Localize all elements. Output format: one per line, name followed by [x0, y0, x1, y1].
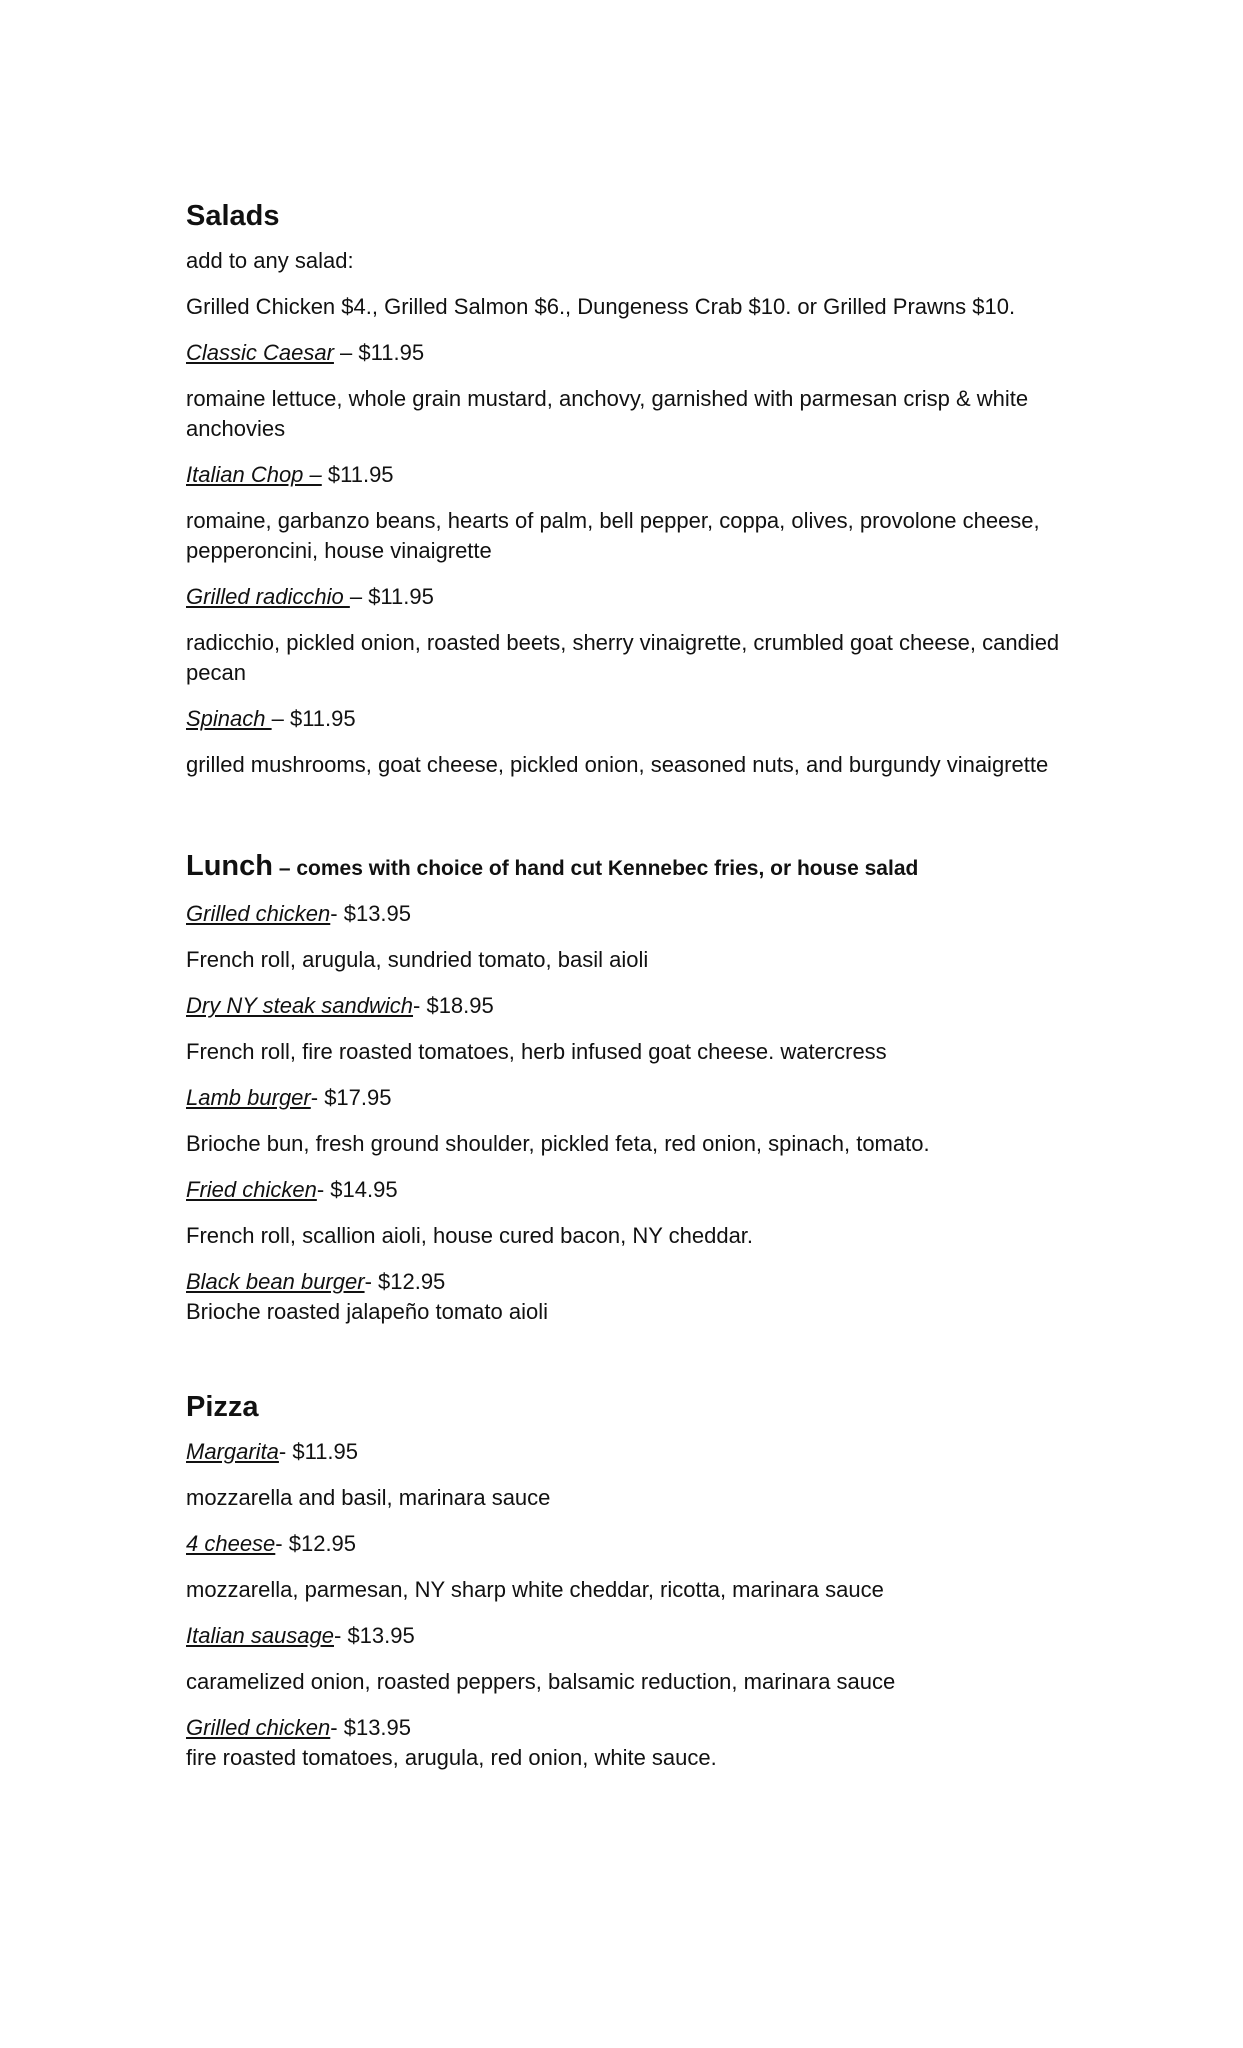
menu-item-description: Brioche roasted jalapeño tomato aioli: [186, 1299, 549, 1324]
pizza-heading: Pizza: [186, 1391, 259, 1423]
menu-item-title: [186, 338, 1066, 368]
lunch-heading-title: Lunch: [186, 850, 273, 882]
menu-item-description: romaine lettuce, whole grain mustard, anchovy, garnished with parmesan crisp & white anchovies: [186, 386, 1029, 441]
menu-item-title: [186, 991, 1066, 1021]
menu-item-description: Brioche bun, fresh ground shoulder, pickled feta, red onion, spinach, tomato.: [186, 1131, 930, 1156]
menu-item-price: - $11.95: [278, 1439, 359, 1464]
menu-item-title: [186, 1713, 1066, 1743]
salads-add-label: add to any salad:: [186, 248, 354, 273]
menu-item-name: Margarita: [186, 1439, 279, 1464]
menu-item-title: [186, 1083, 1066, 1113]
menu-item-name: Fried chicken: [186, 1177, 317, 1202]
menu-item-description: romaine, garbanzo beans, hearts of palm, bell pepper, coppa, olives, provolone cheese, pepperoncini, house vinaigrette: [186, 508, 1040, 563]
menu-item-name: Spinach: [186, 706, 272, 731]
menu-item-description: French roll, arugula, sundried tomato, basil aioli: [186, 947, 649, 972]
menu-item-title: [186, 899, 1066, 929]
menu-item-name: Grilled chicken: [186, 1715, 331, 1740]
menu-item-title: [186, 704, 1066, 734]
lunch-section: [186, 846, 1066, 1327]
menu-item-title: [186, 460, 1066, 490]
lunch-heading-subtitle: – comes with choice of hand cut Kennebec fries, or house salad: [273, 857, 919, 880]
menu-item-name: Classic Caesar: [186, 340, 334, 365]
menu-item-price: – $11.95: [271, 706, 356, 731]
menu-item-price: - $13.95: [334, 1623, 415, 1648]
menu-item-name: Italian Chop –: [186, 462, 322, 487]
menu-item-name: 4 cheese: [186, 1531, 276, 1556]
menu-item-title: [186, 1175, 1066, 1205]
salads-add-options: Grilled Chicken $4., Grilled Salmon $6., Dungeness Crab $10. or Grilled Prawns $10.: [186, 294, 1016, 319]
menu-item-description: mozzarella and basil, marinara sauce: [186, 1485, 551, 1510]
menu-item-name: Dry NY steak sandwich: [186, 993, 414, 1018]
menu-item-description: caramelized onion, roasted peppers, balsamic reduction, marinara sauce: [186, 1669, 896, 1694]
menu-item-description: French roll, fire roasted tomatoes, herb infused goat cheese. watercress: [186, 1039, 887, 1064]
menu-item-price: - $17.95: [310, 1085, 392, 1110]
salads-section: [186, 196, 1066, 780]
menu-item-title: [186, 1437, 1066, 1467]
menu-item-price: - $12.95: [364, 1269, 446, 1294]
menu-item-title: [186, 1621, 1066, 1651]
menu-item-price: - $18.95: [413, 993, 494, 1018]
menu-item-price: – $11.95: [333, 340, 425, 365]
menu-page: [186, 196, 1066, 1789]
menu-item-name: Grilled radicchio: [186, 584, 350, 609]
pizza-section: [186, 1387, 1066, 1773]
menu-item-description: French roll, scallion aioli, house cured bacon, NY cheddar.: [186, 1223, 754, 1248]
menu-item-description: fire roasted tomatoes, arugula, red onion, white sauce.: [186, 1745, 717, 1770]
menu-item-description: mozzarella, parmesan, NY sharp white cheddar, ricotta, marinara sauce: [186, 1577, 884, 1602]
menu-item-price: – $11.95: [349, 584, 434, 609]
menu-item-price: - $13.95: [330, 1715, 412, 1740]
section-spacer: [186, 796, 1066, 846]
menu-item-price: - $14.95: [316, 1177, 398, 1202]
salads-heading: Salads: [186, 200, 280, 232]
lunch-heading: [186, 846, 1066, 889]
menu-item-name: Black bean burger: [186, 1269, 365, 1294]
menu-item-title: [186, 582, 1066, 612]
menu-item-price: - $13.95: [330, 901, 412, 926]
menu-item-description: radicchio, pickled onion, roasted beets, sherry vinaigrette, crumbled goat cheese, candied pecan: [186, 630, 1060, 685]
menu-item-price: $11.95: [321, 462, 394, 487]
section-spacer: [186, 1343, 1066, 1387]
menu-item-price: - $12.95: [275, 1531, 357, 1556]
menu-item-title: [186, 1267, 1066, 1297]
menu-item-name: Grilled chicken: [186, 901, 331, 926]
menu-item-title: [186, 1529, 1066, 1559]
menu-item-description: grilled mushrooms, goat cheese, pickled onion, seasoned nuts, and burgundy vinaigrette: [186, 752, 1049, 777]
menu-item-name: Italian sausage: [186, 1623, 334, 1648]
menu-item-name: Lamb burger: [186, 1085, 311, 1110]
